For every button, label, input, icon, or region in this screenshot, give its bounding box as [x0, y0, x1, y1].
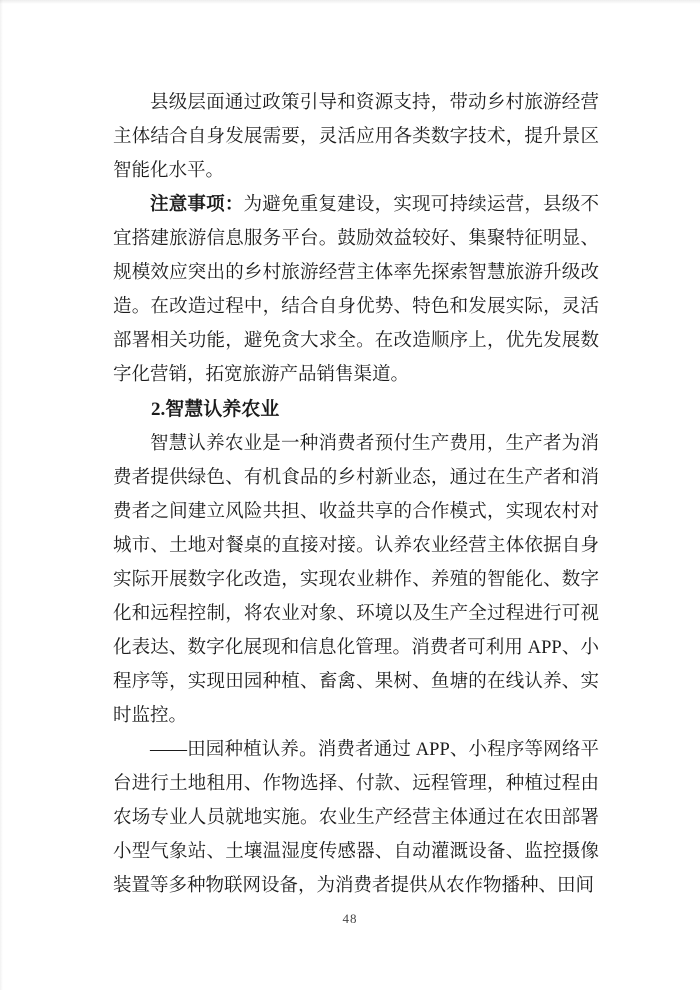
notes-lead-label: 注意事项：: [150, 195, 244, 215]
paragraph-field-planting-adoption: [113, 733, 599, 903]
paragraph-text: 为避免重复建设，实现可持续运营，县级不宜搭建旅游信息服务平台。鼓励效益较好、集聚特征明显、规模效应突出的乡村旅游经营主体率先探索智慧旅游升级改造。在改造过程中，结合自身优势、特色和发展实际，灵活部署相关功能，避免贪大求全。在改造顺序上，优先发展数字化营销，拓宽旅游产品销售渠道。: [113, 195, 599, 385]
page-edge-shadow-left: [0, 0, 3, 990]
page-number: 48: [342, 911, 358, 926]
document-body: [113, 86, 599, 903]
paragraph-text: ——田园种植认养。消费者通过 APP、小程序等网络平台进行土地租用、作物选择、付款、远程管理，种植过程由农场专业人员就地实施。农业生产经营主体通过在农田部署小型气象站、土壤温湿度传感器、自动灌溉设备、监控摄像装置等多种物联网设备，为消费者提供从农作物播种、田间: [113, 740, 599, 896]
paragraph-text: 县级层面通过政策引导和资源支持，带动乡村旅游经营主体结合自身发展需要，灵活应用各类数字技术，提升景区智能化水平。: [113, 93, 599, 181]
page-edge-shadow-top: [0, 0, 700, 4]
section-heading-smart-adoption-agriculture: 2.智慧认养农业: [151, 399, 280, 420]
paragraph-text: 智慧认养农业是一种消费者预付生产费用，生产者为消费者提供绿色、有机食品的乡村新业态，通过在生产者和消费者之间建立风险共担、收益共享的合作模式，实现农村对城市、土地对餐桌的直接对接。认养农业经营主体依据自身实际开展数字化改造，实现农业耕作、养殖的智能化、数字化和远程控制，将农业对象、环境以及生产全过程进行可视化表达、数字化展现和信息化管理。消费者可利用 APP、小程序等，实现田园种植、畜禽、果树、鱼塘的在线认养、实时监控。: [113, 434, 599, 726]
paragraph-tourism-county-level: [113, 86, 599, 188]
paragraph-notes: [113, 188, 599, 392]
paragraph-adoption-agriculture-intro: [113, 427, 599, 733]
